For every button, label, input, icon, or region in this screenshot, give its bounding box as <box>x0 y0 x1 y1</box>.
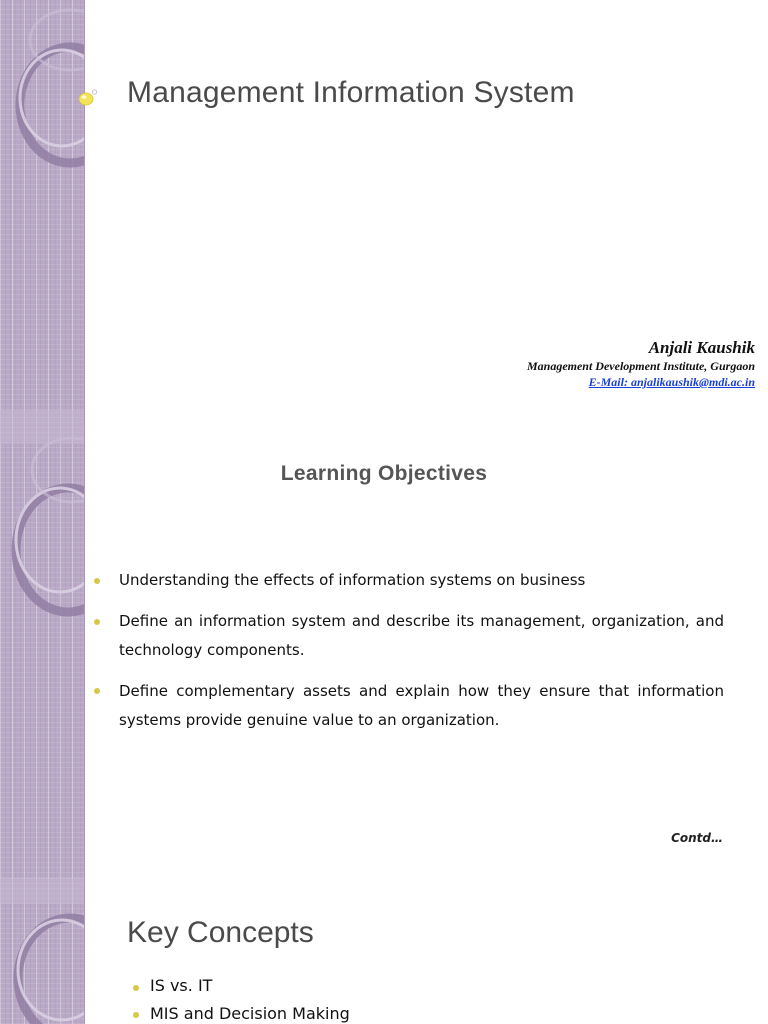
key-concepts-title: Key Concepts <box>127 916 314 949</box>
slide-title <box>0 0 768 410</box>
list-item: Define an information system and describe its management, organization, and technology components. <box>119 612 724 659</box>
slide-learning-objectives <box>0 410 768 878</box>
ring-decoration-icon <box>0 0 84 410</box>
author-email-link[interactable]: E-Mail: anjalikaushik@mdi.ac.in <box>588 375 755 389</box>
slide-key-concepts <box>0 878 768 1024</box>
list-item: Define complementary assets and explain how they ensure that information systems provide genuine value to an organization. <box>119 682 724 729</box>
list-item: IS vs. IT <box>150 976 213 995</box>
list-item: MIS and Decision Making <box>150 1004 350 1023</box>
bullet-dot <box>94 688 100 694</box>
sidebar-decoration <box>0 0 85 410</box>
ring-decoration-icon <box>0 878 84 1024</box>
author-name: Anjali Kaushik <box>648 338 755 357</box>
heading-text: Learning Objectives <box>280 462 488 485</box>
author-block <box>527 338 755 390</box>
sidebar-decoration <box>0 878 85 1024</box>
bullet-dot <box>94 578 100 584</box>
learning-objectives-heading <box>0 462 768 486</box>
author-institute: Management Development Institute, Gurgaon <box>526 359 755 373</box>
bullet-dot <box>94 619 100 625</box>
slide-title-text: Management Information System <box>127 76 575 109</box>
list-item: Understanding the effects of information systems on business <box>119 571 586 589</box>
bullet-dot <box>133 985 139 991</box>
bullet-dot <box>133 1012 139 1018</box>
contd-label: Contd… <box>671 831 723 845</box>
yellow-orb-bullet-icon <box>78 88 98 106</box>
